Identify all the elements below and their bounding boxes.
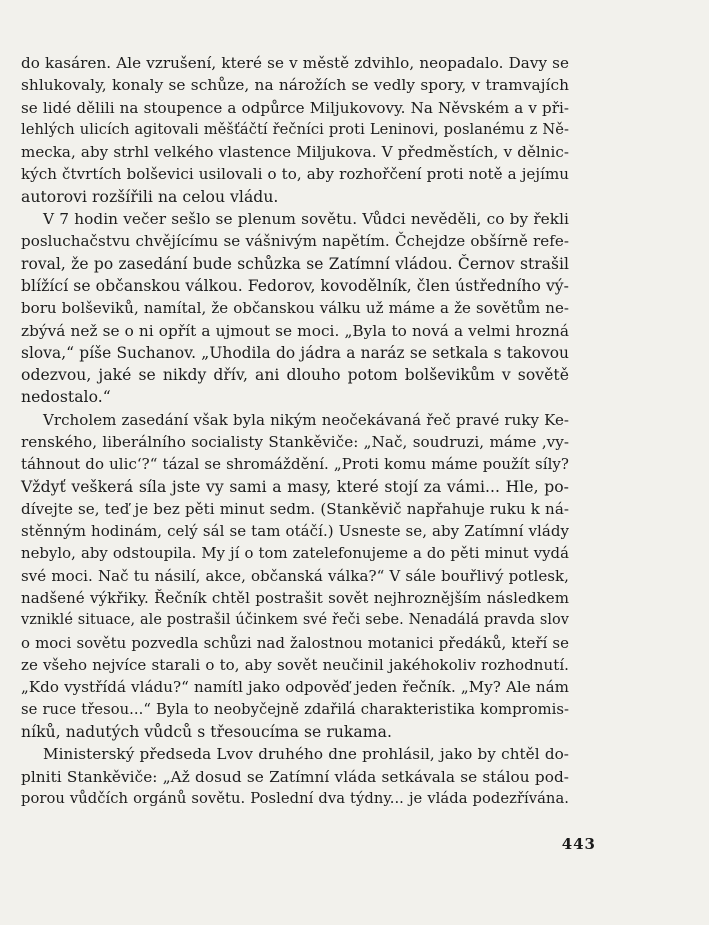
- text-line: autorovi rozšířili na celou vládu.: [21, 187, 279, 206]
- text-line: Ministerský předseda Lvov druhého dne prohlásil, jako by chtěl do-: [43, 745, 569, 764]
- text-line: nedostalo.“: [21, 388, 111, 407]
- text-line: stěnným hodinám, celý sál se tam otáčí.) Usneste se, aby Zatímní vlády: [21, 522, 569, 541]
- text-line: boru bolševiků, namítal, že občanskou válku už máme a že sovětům ne-: [21, 299, 569, 318]
- text-line: lehlých ulicích agitovali měšťáčtí řečníci proti Leninovi, poslanému z Ně-: [21, 120, 569, 138]
- text-line: nebylo, aby odstoupila. My jí o tom zatelefonujeme a do pěti minut vydá: [21, 544, 569, 562]
- text-line: blížící se občanskou válkou. Fedorov, kovodělník, člen ústředního vý-: [21, 276, 569, 295]
- text-line: mecka, aby strhl velkého vlastence Miljukova. V předměstích, v dělnic-: [21, 143, 569, 162]
- text-line: slova,“ píše Suchanov. „Uhodila do jádra a naráz se setkala s takovou: [21, 343, 569, 362]
- text-line: nadšené výkřiky. Řečník chtěl postrašit sovět nejhroznějším následkem: [21, 589, 569, 608]
- text-line: do kasáren. Ale vzrušení, které se v městě zdvihlo, neopadalo. Davy se: [21, 54, 569, 72]
- text-line: se ruce třesou...“ Byla to neobyčejně zdařilá charakteristika kompromis-: [21, 700, 569, 718]
- text-line: dívejte se, teď je bez pěti minut sedm. (Stankěvič napřahuje ruku k ná-: [21, 499, 569, 518]
- page-number: 443: [561, 835, 596, 853]
- text-line: porou vůdčích orgánů sovětu. Poslední dva týdny... je vláda podezřívána.: [21, 789, 569, 807]
- text-line: se lidé dělili na stoupence a odpůrce Miljukovovy. Na Něvském a v při-: [21, 98, 569, 117]
- text-line: renského, liberálního socialisty Stankěviče: „Nač, soudruzi, máme ‚vy-: [21, 433, 569, 452]
- text-line: táhnout do ulic‘?“ tázal se shromáždění. „Proti komu máme použít síly?: [21, 455, 569, 474]
- text-line: o moci sovětu pozvedla schůzi nad žalostnou motanici předáků, kteří se: [21, 633, 569, 652]
- text-line: V 7 hodin večer sešlo se plenum sovětu. Vůdci nevěděli, co by řekli: [43, 210, 569, 229]
- text-line: odezvou, jaké se nikdy dřív, ani dlouho potom bolševikům v sovětě: [21, 366, 569, 385]
- text-line: posluchačstvu chvějícímu se vášnivým napětím. Čchejdze obšírně refe-: [21, 232, 569, 251]
- text-line: ze všeho nejvíce starali o to, aby sovět neučinil jakéhokoliv rozhodnutí.: [21, 656, 569, 675]
- text-line: své moci. Nač tu násilí, akce, občanská válka?“ V sále bouřlivý potlesk,: [21, 566, 569, 585]
- text-line: vzniklé situace, ale postrašil účinkem své řeči sebe. Nenadálá pravda slov: [21, 612, 569, 629]
- text-line: „Kdo vystřídá vládu?“ namítl jako odpověď jeden řečník. „My? Ale nám: [21, 678, 569, 697]
- text-line: zbývá než se o ni opřít a ujmout se moci. „Byla to nová a velmi hrozná: [21, 321, 569, 340]
- text-line: Vrcholem zasedání však byla nikým neočekávaná řeč pravé ruky Ke-: [43, 410, 569, 429]
- text-line: kých čtvrtích bolševici usilovali o to, aby rozhořčení proti notě a jejímu: [21, 165, 569, 184]
- text-line: Vždyť veškerá síla jste vy sami a masy, které stojí za vámi... Hle, po-: [21, 477, 569, 496]
- text-line: roval, že po zasedání bude schůzka se Zatímní vládou. Černov strašil: [21, 254, 569, 273]
- text-line: shlukovaly, konaly se schůze, na nárožích se vedly spory, v tramvajích: [21, 76, 569, 95]
- body-text: [21, 52, 569, 810]
- text-line: plniti Stankěviče: „Až dosud se Zatímní vláda setkávala se stálou pod-: [21, 767, 569, 786]
- text-line: níků, nadutých vůdců s třesoucíma se rukama.: [21, 722, 392, 741]
